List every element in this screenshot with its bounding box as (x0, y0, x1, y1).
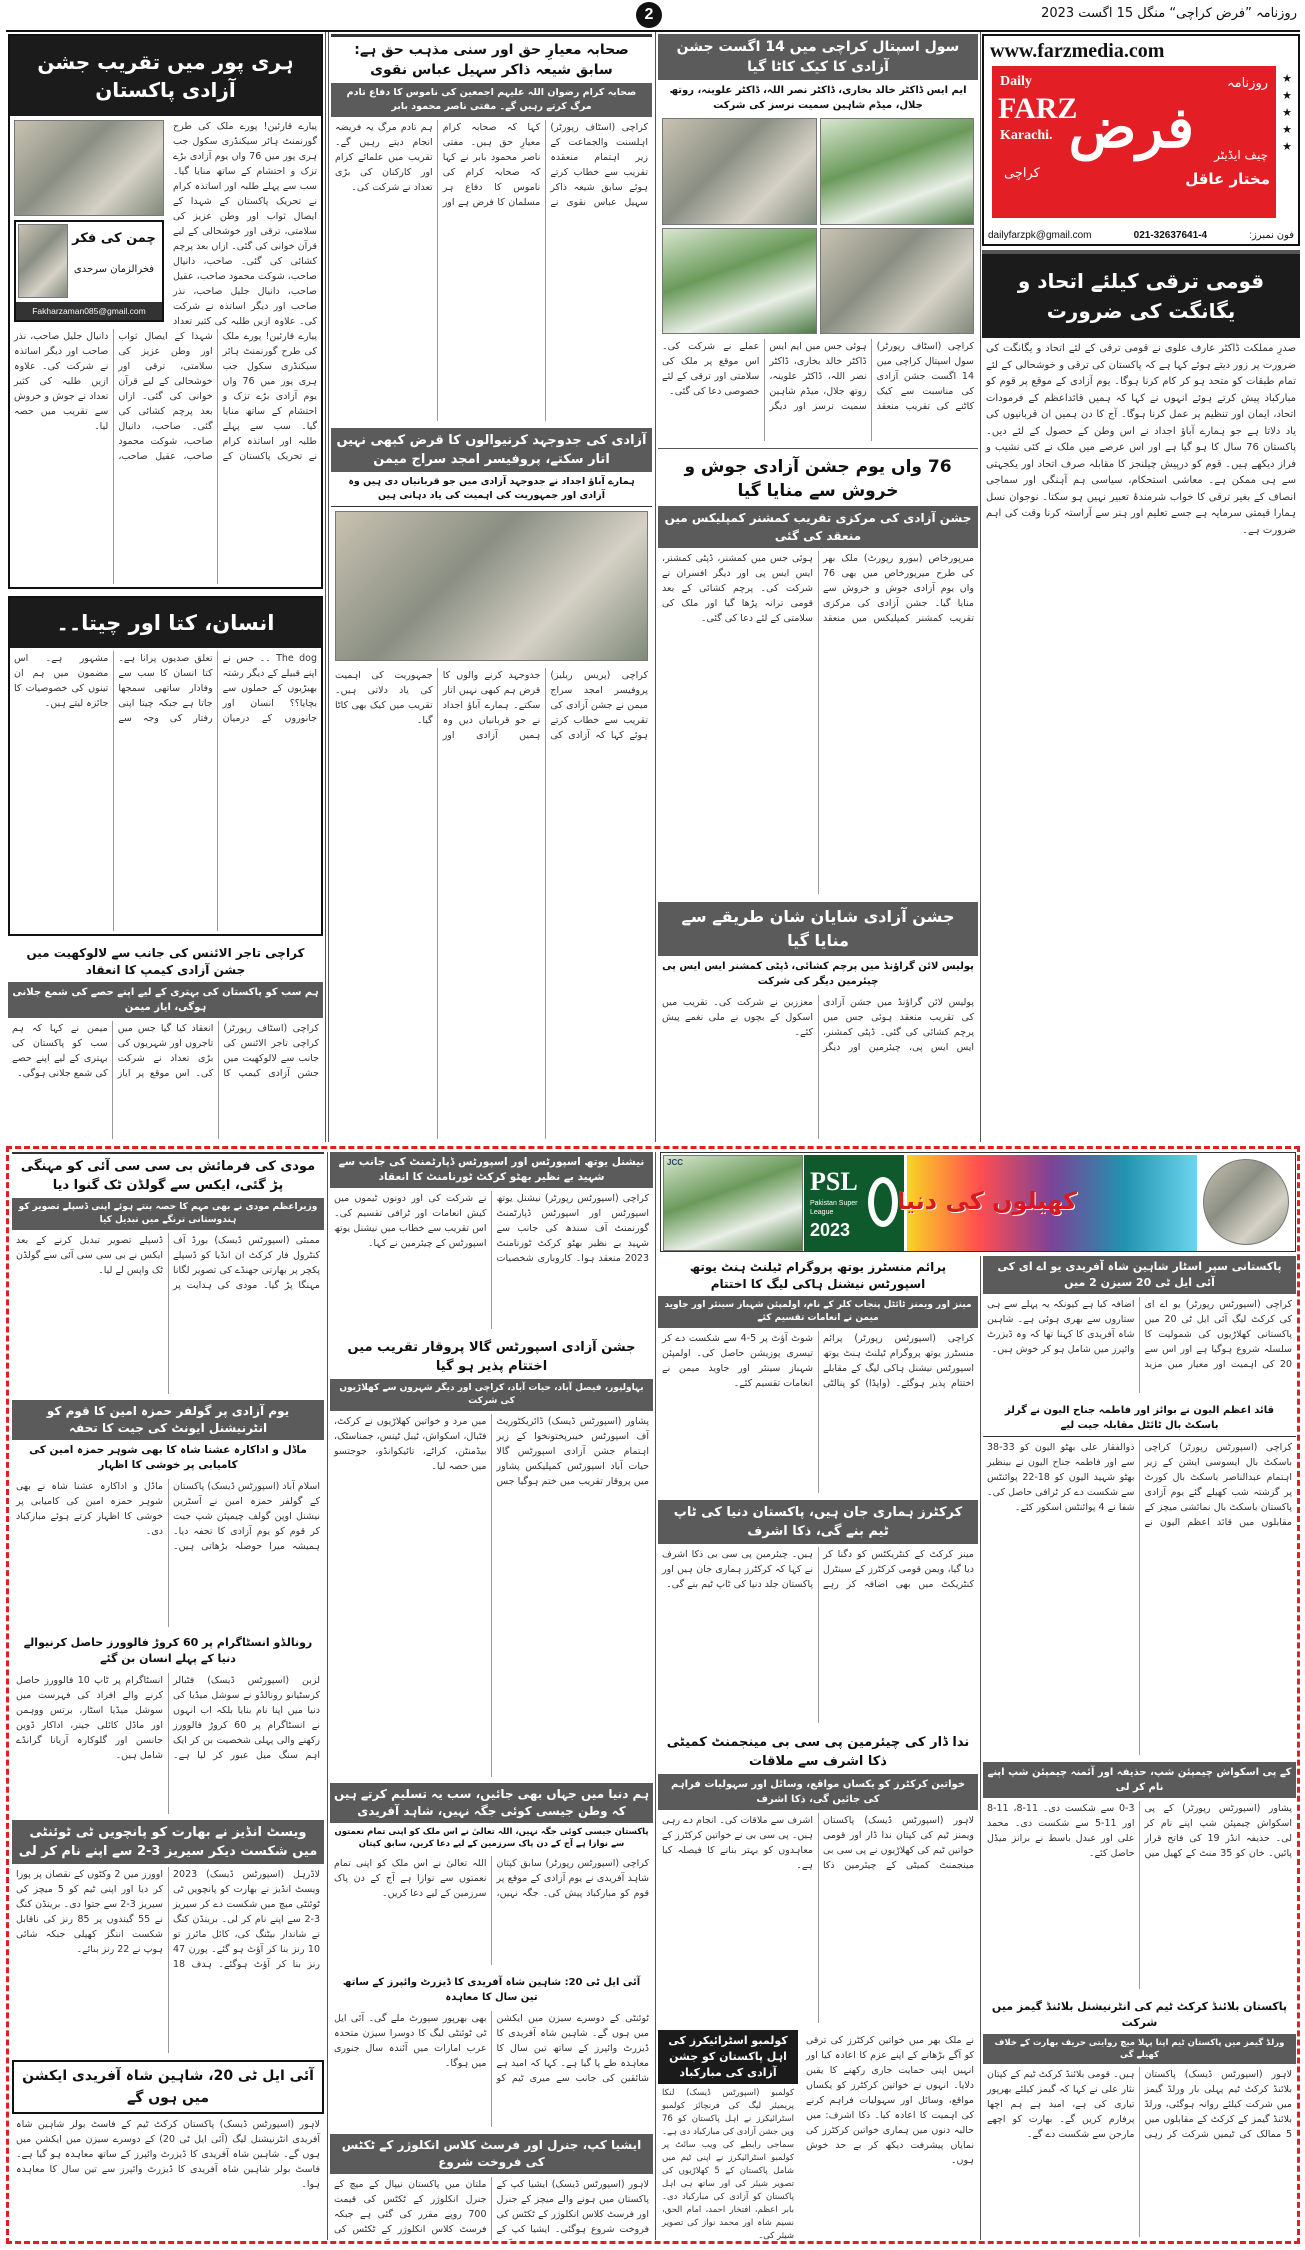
ilt20-box-article (12, 2060, 324, 2240)
psl-subtext: Pakistan Super League (810, 1200, 858, 1216)
women-cricket-body: نے ملک بھر میں خواتین کرکٹرز کی ترقی کو آگے بڑھانے کے اپنے عزم کا اعادہ کیا اور انہیں اپنی حمایت جاری رکھنے کا یقین دلایا۔ انہوں نے خواتین کرکٹرز کو یکساں مواقع، وسائل اور سہولیات فراہم کرنے کی اہمیت کا اعادہ کیا۔ ذکا اشرف: میں حالیہ دنوں میں ہماری خواتین کرکٹرز کی نمایاں پیشرفت دیکھ کر بے حد خوش ہوں۔ (806, 2035, 974, 2166)
modi-article (12, 1152, 324, 1397)
logo-karachi-en: Karachi. (1000, 128, 1053, 143)
sports-banner (660, 1152, 1296, 1252)
shaheen-ilt20-headline: پاکستانی سپر اسٹار شاہین شاہ آفریدی یو اے ای کی آئی ایل ٹی 20 سیزن 2 میں (983, 1256, 1296, 1294)
nida-body: لاہور (اسپورٹس ڈیسک) پاکستان ویمنز ٹیم کی کپتان ندا ڈار اور قومی خواتین ٹیم کی کھلاڑیوں نے پی سی بی مینجمنٹ کمیٹی کے چیئرمین ذکا اشرف سے ملاقات کی۔ انجام دے رہی ہیں۔ پی سی بی نے خواتین کرکٹرز کے معاہدوں کو بہتر بنانے کا فیصلہ کیا ہے۔ (662, 1815, 974, 1871)
column-author: فخرالزمان سرحدی (73, 264, 155, 275)
squash-body: پشاور (اسپورٹس رپورٹر) کے پی اسکواش چیمپئن شپ اپنے نام کر لی۔ حذیفہ انڈر 19 کی فاتح قرار پائیں۔ خان کو 35 منٹ کے کھیل میں 3-0 سے شکست دی۔ 11-8، 11-8 اور 11-5 سے شکست دی۔ محمد علی اور عبدل باسط نے برانز میڈل حاصل کئے۔ (987, 1803, 1292, 1859)
ilt20-box-body: لاہور (اسپورٹس ڈیسک) پاکستان کرکٹ ٹیم کے فاسٹ بولر شاہین شاہ آفریدی انٹرنیشنل لیگ (آئی ایل ٹی 20) کے دوسرے سیزن میں ایکشن میں ہوں گے۔ شاہین شاہ آفریدی کا ڈیزرٹ وائپرز کے ساتھ معاہدہ ہو گیا ہے۔ فاسٹ بولر شاہین شاہ آفریدی کا ڈیزرٹ وائپرز سے تین سال کا معاہدہ ہوا۔ (16, 2119, 321, 2190)
lalukhet-subhead: ہم سب کو پاکستان کی بہتری کے لیے اپنے حصے کی شمع جلانی ہوگی، ایاز میمن (8, 982, 323, 1018)
ilt20-box-headline: آئی ایل ٹی 20، شاہین شاہ آفریدی ایکشن میں ہوں گے (12, 2060, 324, 2114)
photo-ceremony-3 (820, 228, 975, 335)
banner-team-photo (663, 1155, 803, 1251)
haripur-article (8, 34, 323, 589)
sahaba-article (331, 34, 652, 424)
sahaba-body: کراچی (اسٹاف رپورٹر) اہلسنت والجماعت کے زیر اہتمام منعقدہ تقریب سے خطاب کرتے ہوئے سابق شیعہ ذاکر سہیل عباس نقوی نے کہا کہ صحابہ کرام معیارِ حق ہیں۔ مفتی ناصر محمود بابر نے کہا کہ صحابہ کرام کی ناموس کا دفاع ہر مسلمان کا فرض ہے اور ہم تادم مرگ یہ فریضہ انجام دیتے رہیں گے۔ تقریب میں علمائے کرام اور کارکنان کی بڑی تعداد نے شرکت کی۔ (335, 122, 648, 208)
page-number-badge: 2 (636, 2, 662, 28)
benazir-tournament-article (330, 1152, 653, 1332)
shaheen-ilt20-body: کراچی (اسپورٹس رپورٹر) یو اے ای کی کرکٹ لیگ آئی ایل ٹی 20 میں پاکستانی کھلاڑیوں کی شمولیت کا سلسلہ شروع ہوگیا ہے اور اس سے 20 کی اہمیت اور معیار میں مزید اضافہ کیا ہے کیونکہ یہ پہلے سے ہی ستاروں سے بھری ہوئی ہے۔ شاہین شاہ آفریدی کا کہنا تھا کہ وہ ڈیزرٹ وائپرز میں شامل ہو کر خوش ہیں۔ (987, 1299, 1292, 1370)
lalukhet-headline: کراچی تاجر الائنس کی جانب سے لالوکھیت میں جشن آزادی کیمپ کا انعقاد (8, 942, 323, 982)
squash-headline: کے پی اسکواش چیمپئن شپ، حذیفہ اور آئمنہ چیمپئن شپ اپنے نام کر لی (983, 1762, 1296, 1798)
photo-ceremony-2 (662, 118, 817, 225)
logo-karachi-urdu: کراچی (1004, 166, 1040, 181)
hockey-headline: پرائم منسٹرز یوتھ پروگرام ٹیلنٹ ہنٹ یوتھ اسپورٹس نیشنل ہاکی لیگ کا اختتام (658, 1256, 978, 1296)
blind-cricket-article (983, 1996, 1296, 2240)
qarz-subhead: ہمارے آباؤ اجداد نے جدوجہد آزادی میں جو قربانیاں دی ہیں وہ آزادی اور جمہوریت کی اہمیت کی یاد دہانی ہیں (331, 472, 652, 507)
column-divider (328, 32, 329, 1142)
contact-email[interactable]: dailyfarzpk@gmail.com (988, 230, 1092, 241)
column-divider (980, 32, 981, 1142)
psl-s-icon (868, 1177, 898, 1227)
insaan-article (8, 596, 323, 936)
asia-cup-article (330, 2134, 653, 2240)
editorial-headline: قومی ترقی کیلئے اتحاد و یگانگت کی ضرورت (982, 250, 1300, 338)
nida-headline: ندا ڈار کی چیئرمین پی سی بی مینجمنٹ کمیٹی ذکا اشرف سے ملاقات (658, 1730, 978, 1774)
blind-subhead: ورلڈ گیمز میں پاکستان ٹیم اپنا پہلا میچ روایتی حریف بھارت کے خلاف کھیلے گی (983, 2034, 1296, 2064)
masthead-logo (982, 34, 1300, 246)
sports-gala-article (330, 1335, 653, 1780)
colombo-headline: کولمبو اسٹرائیکرز کی اہل پاکستان کو جشن آزادی کی مبارکباد (658, 2030, 798, 2084)
modi-body: ممبئی (اسپورٹس ڈیسک) بورڈ آف کنٹرول فار کرکٹ ان انڈیا کو ڈسپلے پکچر پر بھارتی جھنڈے کی تصویر لگانا مہنگا پڑ گیا۔ مودی کی ہدایت پر ڈسپلے تصویر تبدیل کرنے کے بعد ایکس نے بی سی سی آئی سے گولڈن ٹک واپس لے لیا۔ (16, 1235, 320, 1291)
youm76-subhead: جشن آزادی کی مرکزی تقریب کمشنر کمپلیکس میں منعقد کی گئی (658, 506, 978, 548)
column-divider (325, 32, 326, 1142)
haripur-body: پیارے قارئین! پورے ملک کی طرح گورنمنٹ ہائر سیکنڈری سکول جب ہری پور میں 76 واں یوم آزادی بڑے تزک و احتشام کے ساتھ منایا گیا۔ سب سے پہلے طلبہ اور اساتذہ کرام نے تحریک پاکستان کے شہدا کے ایصال ثواب اور وطن عزیز کی سلامتی، ترقی اور خوشحالی کے لیے قرآن خوانی کی گئی۔ ازاں بعد پرچم کشائی کی گئی۔ صاحب، دانیال صاحب، شوکت محمود صاحب، عقیل صاحب، دانیال جلیل صاحب، نذر صاحب اور دیگر اساتذہ نے شرکت کی۔ علاوہ ازیں طلبہ کی کثیر تعداد نے جوش و خروش سے تقریب میں حصہ لیا۔ (14, 331, 317, 462)
benazir-body: کراچی (اسپورٹس رپورٹر) نیشنل یوتھ اسپورٹس اور اسپورٹس ڈپارٹمنٹ گورنمنٹ آف سندھ کی جانب سے شہید بے نظیر بھٹو کرکٹ ٹورنامنٹ 2023 منعقد ہوا۔ کاروباری شخصیات نے شرکت کی اور دونوں ٹیموں میں کیش انعامات اور ٹرافی تقسیم کی۔ اس تقریب سے خطاب میں نیشنل یوتھ اسپورٹس کے چیئرمین نے کہا۔ (334, 1193, 649, 1264)
nida-dar-article (658, 1730, 978, 2026)
afridi-watan-body: کراچی (اسپورٹس رپورٹر) سابق کپتان شاہد آفریدی نے یوم آزادی کے موقع پر قوم کو مبارکباد پیش کی۔ جگہ نہیں، اللہ تعالیٰ نے اس ملک کو اپنی تمام نعمتوں سے نوازا ہے آج کے دن پاک سرزمین کے لیے دعا کریں۔ (334, 1858, 649, 1899)
basketball-article (983, 1400, 1296, 1758)
column-box (14, 220, 164, 322)
golf-article (12, 1400, 324, 1630)
contact-phone-label: فون نمبرز: (1249, 230, 1294, 241)
psl-logo (804, 1155, 904, 1251)
lalukhet-body: کراچی (اسٹاف رپورٹر) کراچی تاجر الائنس کی جانب سے لالوکھیت میں جشن آزادی کیمپ کا انعقاد کیا گیا جس میں تاجروں اور شہریوں کی بڑی تعداد نے شرکت کی۔ اس موقع پر ایاز میمن نے کہا کہ ہم سب کو پاکستان کی بہتری کے لیے اپنے حصے کی شمع جلانی ہوگی۔ (12, 1023, 319, 1079)
hockey-subhead: مینز اور ویمنز ٹائٹل پنجاب کلر کے نام، اولمپئن شہباز سینئر اور جاوید میمن نے انعامات تقسیم کئے (658, 1296, 978, 1328)
asia-cup-body: لاہور (اسپورٹس ڈیسک) ایشیا کپ کے پاکستان میں ہونے والے میچز کے جنرل اور فرسٹ کلاس انکلوژر کے ٹکٹس کی فروخت شروع ہوگئی۔ ایشیا کپ کے ملتان میں پاکستان نیپال کے میچ کے جنرل انکلوژر کے ٹکٹس کی قیمت 700 روپے مقرر کی گئی ہے جبکہ فرسٹ کلاس انکلوژر کے ٹکٹس کی (334, 2179, 649, 2235)
civil-hospital-headline: سول اسپتال کراچی میں 14 اگست جشن آزادی کا کیک کاٹا گیا (658, 34, 978, 80)
women-cricket-article (802, 2030, 978, 2240)
haripur-headline: ہری پور میں تقریب جشن آزادی پاکستان (10, 36, 321, 116)
shayan-headline: جشن آزادی شایان شان طریقے سے منایا گیا (658, 902, 978, 956)
shayan-article (658, 902, 978, 1142)
hockey-body: کراچی (اسپورٹس رپورٹر) پرائم منسٹرز یوتھ پروگرام ٹیلنٹ ہنٹ یوتھ اسپورٹس نیشنل ہاکی لیگ کے مقابلے اختتام پذیر ہوگئے۔ (واپڈا) کو پنالٹی شوٹ آؤٹ پر 5-4 سے شکست دے کر تیسری پوزیشن حاصل کی۔ اولمپئن شہباز سینئر اور جاوید میمن نے انعامات تقسیم کئے۔ (662, 1333, 974, 1389)
chief-editor-label: چیف ایڈیٹر (1214, 148, 1268, 162)
logo-website: www.farzmedia.com (990, 40, 1165, 62)
haripur-body-right: پیارے قارئین! پورے ملک کی طرح گورنمنٹ ہائر سیکنڈری سکول جب ہری پور میں 76 واں یوم آزادی بڑے تزک و احتشام کے ساتھ منایا گیا۔ سب سے پہلے طلبہ اور اساتذہ کرام نے تحریک پاکستان کے شہدا کے ایصال ثواب اور وطن عزیز کی سلامتی، ترقی اور خوشحالی کے لیے قرآن خوانی کی گئی۔ ازاں بعد پرچم کشائی کی گئی۔ صاحب، دانیال صاحب، شوکت محمود صاحب، عقیل صاحب، دانیال جلیل صاحب، نذر صاحب اور دیگر اساتذہ نے شرکت کی۔ علاوہ ازیں طلبہ کی کثیر تعداد (173, 121, 317, 326)
gala-headline: جشن آزادی اسپورٹس گالا پروقار تقریب میں اختتام پذیر ہو گیا (330, 1335, 653, 1379)
youm76-body: میرپورخاص (بیورو رپورٹ) ملک بھر کی طرح میرپورخاص میں بھی 76 واں یوم آزادی جوش و خروش سے منایا گیا۔ جشن آزادی کی مرکزی تقریب کمشنر کمپلیکس میں منعقد ہوئی جس میں کمشنر، ڈپٹی کمشنر، ایس ایس پی اور دیگر افسران نے شرکت کی۔ پرچم کشائی کے بعد قومی ترانہ پڑھا گیا اور ملک کی سلامتی کے لئے دعا کی گئی۔ (662, 553, 974, 624)
golf-headline: یوم آزادی پر گولفر حمزہ امین کا قوم کو انٹرنیشنل ایونٹ کی جیت کا تحفہ (12, 1400, 324, 1440)
asia-cup-headline: ایشیا کپ، جنرل اور فرسٹ کلاس انکلوژر کے ٹکٹس کی فروخت شروع (330, 2134, 653, 2174)
basketball-body: کراچی (اسپورٹس رپورٹر) کراچی باسکٹ بال ایسوسی ایشن کے زیر اہتمام عبدالناصر باسکٹ بال کورٹ پر گزشتہ شب کھیلے گئے یوم آزادی پاکستان باسکٹ بال نمائشی میچز کے مقابلوں میں قائد اعظم الیون نے ذوالفقار علی بھٹو الیون کو 33-38 سے اور فاطمہ جناح الیون نے بینظیر بھٹو شہید الیون کو 18-22 پوائنٹس سے شکست دے کر ٹرافی حاصل کی۔ شفا نے 4 پوائنٹس اسکور کئے۔ (987, 1442, 1292, 1528)
star-icons: ★ ★ ★ ★ ★ (1282, 72, 1292, 153)
desert-vipers-body: ٹوئنٹی کے دوسرے سیزن میں ایکشن میں ہوں گے۔ شاہین شاہ آفریدی کا ڈیزرٹ وائپرز کے ساتھ تین سال کا معاہدہ طے پا گیا ہے۔ کہا کہ امید ہے شائقین کی جانب سے میری ٹیم کو بھی بھرپور سپورٹ ملے گی۔ آئی ایل ٹی ٹوئنٹی لیگ کا دوسرا سیزن متحدہ عرب امارات میں آئندہ سال جنوری میں ہوگا۔ (334, 2013, 649, 2084)
logo-farz-urdu: فرض (1068, 95, 1194, 161)
zaka-top-body: مینز کرکٹ کے کنٹریکٹس کو دگنا کر دیا گیا، ویمن قومی کرکٹرز کے سینٹرل کنٹریکٹ میں بھی اضافہ کر رہے ہیں۔ چیئرمین پی سی بی ذکا اشرف نے کہا کہ کرکٹرز ہماری جان ہیں اور پاکستان جلد دنیا کی ٹاپ ٹیم بنے گی۔ (662, 1549, 974, 1590)
section-divider (658, 448, 978, 449)
windies-headline: ویسٹ انڈیز نے بھارت کو پانچویں ٹی ٹوئنٹی میں شکست دیکر سیریز 3-2 سے اپنے نام کر لی (12, 1820, 324, 1864)
civil-hospital-subhead: ایم ایس ڈاکٹر خالد بخاری، ڈاکٹر نصر اللہ، ڈاکٹر علوینہ، روتھ جلال، میڈم شاہین سمیت نرسز کی شرکت (658, 80, 978, 116)
squash-article (983, 1762, 1296, 1992)
civil-hospital-body: کراچی (اسٹاف رپورٹر) سول اسپتال کراچی میں 14 اگست جشن آزادی کی مناسبت سے کیک کاٹنے کی تقریب منعقد ہوئی جس میں ایم ایس ڈاکٹر خالد بخاری، ڈاکٹر نصر اللہ، ڈاکٹر علوینہ، روتھ جلال، میڈم شاہین سمیت نرسز اور دیگر عملے نے شرکت کی۔ اس موقع پر ملک کی سلامتی اور ترقی کے لئے خصوصی دعا کی گئی۔ (662, 341, 974, 412)
modi-headline: مودی کی فرمائش بی سی سی آئی کو مہنگی پڑ گئی، ایکس سے گولڈن ٹک گنوا دیا (12, 1152, 324, 1198)
logo-farz-en: FARZ (998, 92, 1078, 125)
author-email[interactable]: Fakharzaman085@gmail.com (16, 302, 162, 320)
haripur-media (10, 116, 321, 326)
afridi-watan-headline: ہم دنیا میں جہاں بھی جائیں، سب یہ تسلیم کرتے ہیں کہ وطن جیسی کوئی جگہ نہیں، شاہد آفریدی (330, 1783, 653, 1823)
gala-body: پشاور (اسپورٹس ڈیسک) ڈائریکٹوریٹ آف اسپورٹس خیبرپختونخوا کے زیر اہتمام جشن آزادی اسپورٹس گالا حیات آباد اسپورٹس کمپلیکس پشاور میں پروقار تقریب میں ختم ہوگیا جس میں مرد و خواتین کھلاڑیوں نے کرکٹ، فٹبال، اسکواش، ٹیبل ٹینس، جمناسٹک، بیڈمنٹن، کراٹے، تائیکوانڈو، جوجتسو میں حصہ لیا۔ (334, 1416, 649, 1487)
shayan-body: پولیس لائن گراؤنڈ میں جشن آزادی کی تقریب منعقد ہوئی جس میں پرچم کشائی کی گئی۔ ڈپٹی کمشنر، ایس ایس پی، چیئرمین اور دیگر معززین نے شرکت کی۔ تقریب میں اسکول کے بچوں نے ملی نغمے پیش کئے۔ (662, 997, 974, 1053)
shayan-subhead: پولیس لائن گراؤنڈ میں پرچم کشائی، ڈپٹی کمشنر ایس ایس پی چیئرمین دیگر کی شرکت (658, 956, 978, 992)
psl-year: 2023 (810, 1220, 851, 1240)
civil-hospital-photos (658, 116, 978, 336)
golf-body: اسلام آباد (اسپورٹس ڈیسک) پاکستان کے گولفر حمزہ امین نے آسٹرین نیشنل اوپن گولف چیمپئن شپ جیت کر قوم کو یوم آزادی کا تحفہ دیا۔ ہمیشہ میرا حوصلہ بڑھاتی ہیں۔ ماڈل و اداکارہ عشنا شاہ نے بھی شوہر حمزہ امین کی کامیابی پر خوشی کا اظہار کرتے ہوئے مبارکباد دی۔ (16, 1481, 320, 1552)
top-bar (0, 0, 1305, 30)
sports-column-divider (327, 1152, 328, 2240)
top-rule (6, 30, 1300, 32)
gala-subhead: بہاولپور، فیصل آباد، حیات آباد، کراچی اور دیگر شہروں سے کھلاڑیوں کی شرکت (330, 1379, 653, 1411)
sports-column-divider (980, 1256, 981, 2240)
sahaba-subhead: صحابہ کرام رضوان اللہ علیہم اجمعین کی ناموس کا دفاع تادم مرگ کرتے رہیں گے۔ مفتی ناصر محمود بابر (331, 83, 652, 117)
sports-silhouettes (896, 1155, 1197, 1251)
youm76-article (658, 452, 978, 897)
zaka-top-team-article (658, 1500, 978, 1726)
ronaldo-headline: رونالڈو انسٹاگرام پر 60 کروڑ فالوورز حاصل کرنیوالے دنیا کے پہلے انسان بن گئے (12, 1632, 324, 1670)
chief-editor-name: مختار عاقل (1185, 170, 1270, 188)
blind-body: لاہور (اسپورٹس ڈیسک) پاکستان بلائنڈ کرکٹ ٹیم پہلی بار ورلڈ گیمز میں شرکت کیلئے روانہ ہوگئی، ورلڈ بلائنڈ گیمز کے کرکٹ کے مقابلوں میں 5 ممالک کی ٹیمیں شرکت کر رہی ہیں۔ قومی بلائنڈ کرکٹ ٹیم کے کپتان نثار علی نے کہا کہ گیمز کیلئے بھرپور تیاری کی ہے، امید ہے ہم اچھا پرفارم کریں گے۔ بھارت کو اچھے مارجن سے شکست دے گے۔ (987, 2069, 1292, 2140)
column-divider (655, 32, 656, 1142)
afridi-watan-subhead: پاکستان جیسی کوئی جگہ نہیں، اللہ تعالیٰ نے اس ملک کو اپنی تمام نعمتوں سے نوازا ہے آج کے دن پاک سرزمین کے لیے دعا کریں، سابق کپتان (330, 1823, 653, 1853)
desert-vipers-headline: آئی ایل ٹی 20: شاہین شاہ آفریدی کا ڈیزرٹ وائپرز کے ساتھ تین سال کا معاہدہ (330, 1972, 653, 2008)
lalukhet-article (8, 942, 323, 1142)
qarz-body: کراچی (پریس ریلیز) پروفیسر امجد سراج میمن نے جشن آزادی کی تقریب سے خطاب کرتے ہوئے کہا کہ آزادی کی جدوجہد کرنے والوں کا قرض ہم کبھی نہیں اتار سکتے۔ ہمارے آباؤ اجداد نے جو قربانیاں دیں وہ ہمیں آزادی اور جمہوریت کی اہمیت کی یاد دلاتی ہیں۔ تقریب میں کیک بھی کاٹا گیا۔ (335, 670, 648, 741)
editorial-article (982, 250, 1300, 1140)
photo-ceremony-1 (820, 118, 975, 225)
nida-subhead: خواتین کرکٹرز کو یکساں مواقع، وسائل اور سہولیات فراہم کی جائیں گی، ذکا اشرف (658, 1774, 978, 1810)
qarz-article (331, 428, 652, 1142)
basketball-headline: قائد اعظم الیون نے بوائز اور فاطمہ جناح الیون نے گرلز باسکٹ بال ٹائٹل مقابلہ جیت لیے (983, 1400, 1296, 1437)
logo-contact (988, 230, 1294, 241)
windies-body: لاڈرہل (اسپورٹس ڈیسک) 2023 ویسٹ انڈیز نے بھارت کو پانچویں ٹی ٹوئنٹی میچ میں شکست دے کر سیریز 3-2 سے اپنے نام کر لی۔ برینڈن کنگ نے شاندار بیٹنگ کی، کائل مائرز تو 10 رنز بنا کر آؤٹ ہو گئے۔ پورن 47 رنز بنا کر آؤٹ ہوگئے۔ ہدف 18 اوورز میں 2 وکٹوں کے نقصان پر پورا کر دیا اور اپنی ٹیم کو 5 میچز کی سیریز 3-2 سے جتوا دی۔ برینڈن کنگ نے 55 گیندوں پر 85 رنز کی ناقابل شکست اننگز کھیلی جبکہ شائی ہوپ نے 22 رنز بنائے۔ (16, 1869, 320, 1970)
youm76-headline: 76 واں یوم جشن آزادی جوش و خروش سے منایا گیا (658, 452, 978, 506)
editorial-body: صدرِ مملکت ڈاکٹر عارف علوی نے قومی ترقی کے لئے اتحاد و یگانگت کی ضرورت پر زور دیتے ہوئے کہا ہے کہ پاکستان کی ترقی و خوشحالی کے لئے تمام طبقات کو متحد ہو کر کام کرنا ہوگا۔ یوم آزادی کے موقع پر قوم کو مبارکباد پیش کرتے ہوئے انہوں نے کہا کہ ہمیں قائداعظم کے فرمودات اتحاد، ایمان اور تنظیم پر عمل کرنا ہوگا۔ آج کا دن ہمیں ان قربانیوں کی یاد دلاتا ہے جو ہمارے آباؤ اجداد نے اس وطن کے حصول کے لئے دیں۔ پاکستان 76 سال کا ہو گیا ہے اور اس عرصے میں ملک نے کئی نشیب و فراز دیکھے ہیں۔ قوم کو درپیش چیلنجز کا مقابلہ صرف اتحاد اور یکجہتی سے ہی ممکن ہے۔ معاشی استحکام، سیاسی ہم آہنگی اور سماجی انصاف کے بغیر ترقی کا خواب شرمندۂ تعبیر نہیں ہو سکتا۔ نوجوان نسل ہمارا قیمتی سرمایہ ہے جسے تعلیم اور ہنر سے آراستہ کرنا وقت کی اہم ضرورت ہے۔ (986, 343, 1296, 536)
insaan-headline: انسان، کتا اور چیتا۔۔ (10, 598, 321, 648)
hockey-article (658, 1256, 978, 1496)
sports-column-divider (655, 1152, 656, 2240)
colombo-strikers-article (658, 2030, 798, 2240)
logo-roznama: روزنامہ (1227, 76, 1268, 91)
colombo-body: کولمبو (اسپورٹس ڈیسک) لنکا پریمیئر لیگ کی فرنچائز کولمبو اسٹرائیکرز نے اہل پاکستان کو 76 ویں جشن آزادی کی مبارکباد دی ہے۔ سماجی رابطے کی ویب سائٹ پر کولمبو اسٹرائیکرز نے اپنی ٹیم میں شامل پاکستان کے 5 کھلاڑیوں کی تصویر شیئر کی اور ساتھ ہی اہل پاکستان کو آزادی کی مبارکباد دی۔ بابر اعظم، افتخار احمد، امام الحق، نسیم شاہ اور محمد نواز کی تصویر شیئر کی۔ (662, 2088, 794, 2240)
qarz-photo (335, 511, 648, 661)
ronaldo-article (12, 1632, 324, 1817)
photo-ceremony-4 (662, 228, 817, 335)
contact-phone[interactable]: 021-32637641-4 (1133, 230, 1208, 241)
sports-editor-photo (1203, 1159, 1289, 1245)
civil-hospital-article (658, 34, 978, 444)
windies-article (12, 1820, 324, 2056)
afridi-watan-article (330, 1783, 653, 1968)
author-photo (18, 224, 68, 298)
sports-section-title: کھیلوں کی دنیا (896, 1187, 1077, 1215)
column-name: چمن کی فکر (72, 231, 156, 246)
haripur-photo (14, 120, 164, 216)
benazir-headline: نیشنل یوتھ اسپورٹس اور اسپورٹس ڈپارٹمنٹ کی جانب سے شہید بے نظیر بھٹو کرکٹ ٹورنامنٹ کا انعقاد (330, 1152, 653, 1188)
modi-subhead: وزیراعظم مودی نے بھی مہم کا حصہ بنتے ہوئے اپنی ڈسپلے تصویر کو ہندوستانی ترنگے میں تبدیل کیا (12, 1198, 324, 1230)
psl-text: PSL (810, 1167, 858, 1196)
logo-daily: Daily (1000, 74, 1032, 89)
sahaba-headline: صحابہ معیارِ حق اور سنی مذہب حق ہے: سابق شیعہ ذاکر سہیل عباس نقوی (331, 34, 652, 83)
jcc-label: JCC (667, 1158, 684, 1167)
ronaldo-body: لزبن (اسپورٹس ڈیسک) فٹبالر کرسٹیانو رونالڈو نے سوشل میڈیا کی دنیا میں اپنا نام بنایا بلکہ اب انہوں نے انسٹاگرام پر 60 کروڑ فالوورز رکھنے والی پہلی شخصیت بن کر ایک اہم سنگ میل عبور کر لیا ہے۔ انسٹاگرام پر ٹاپ 10 فالوورز حاصل کرنے والے افراد کی فہرست میں سوشل میڈیا اسٹار، برتس ووہمن اور ماڈل کائلی جینر، اداکار ڈوین جانسن اور گلوکارہ آریانا گرانڈے شامل ہیں۔ (16, 1675, 320, 1761)
blind-headline: پاکستان بلائنڈ کرکٹ ٹیم کی انٹرنیشنل بلائنڈ گیمز میں شرکت (983, 1996, 1296, 2034)
qarz-headline: آزادی کی جدوجہد کرنیوالوں کا قرض کبھی نہیں اتار سکتے، پروفیسر امجد سراج میمن (331, 428, 652, 472)
shaheen-ilt20-article (983, 1256, 1296, 1396)
dateline: روزنامہ ”فرض کراچی“ منگل 15 اگست 2023 (1041, 6, 1297, 21)
golf-subhead: ماڈل و اداکارہ عشنا شاہ کا بھی شوہر حمزہ امین کی کامیابی پر خوشی کا اظہار (12, 1440, 324, 1476)
zaka-top-headline: کرکٹرز ہماری جان ہیں، پاکستان دنیا کی ٹاپ ٹیم بنے گی، ذکا اشرف (658, 1500, 978, 1544)
desert-vipers-article (330, 1972, 653, 2130)
insaan-body: The dog ۔۔ جس نے اپنے قبیلے کے دیگر رشتہ بھیڑیوں کے حملوں سے بچایا؟؟ انسان اور جانوروں کے درمیان تعلق صدیوں پرانا ہے۔ کتا انسان کا سب سے وفادار ساتھی سمجھا جاتا ہے جبکہ چیتا اپنی رفتار کی وجہ سے مشہور ہے۔ اس مضمون میں ہم ان تینوں کی خصوصیات کا جائزہ لیتے ہیں۔ (14, 653, 317, 724)
